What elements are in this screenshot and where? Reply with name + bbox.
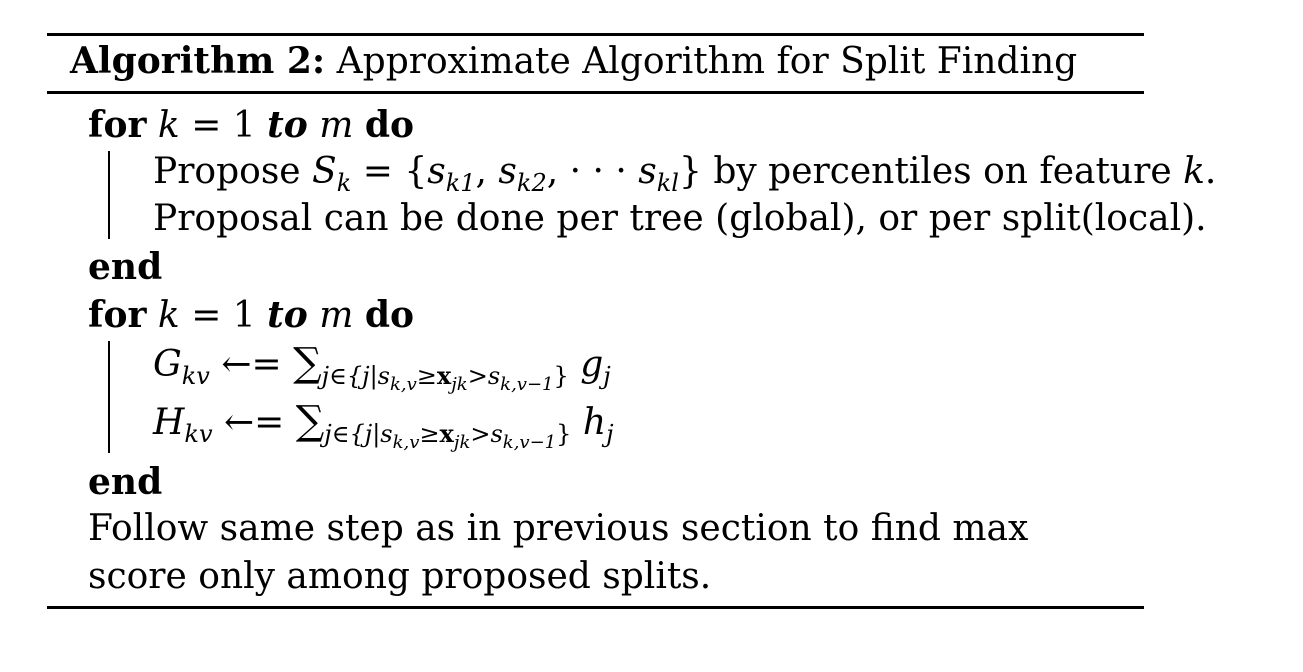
loop-bound: m bbox=[319, 295, 354, 336]
sum-cond-x: x bbox=[439, 419, 454, 449]
sum-cond-d: jk bbox=[451, 373, 468, 395]
loop1-header bbox=[88, 105, 414, 146]
final-line-2: score only among proposed splits. bbox=[88, 556, 712, 597]
sum-cond-d: jk bbox=[453, 431, 471, 453]
h-lhs-subscript: kv bbox=[184, 420, 213, 449]
sum-cond-a: j∈{j|s bbox=[324, 420, 393, 449]
sum-cond-g: } bbox=[556, 420, 572, 449]
set-subscript: k bbox=[336, 169, 352, 198]
do-keyword: do bbox=[364, 104, 415, 146]
h-rhs: h bbox=[582, 402, 607, 443]
header-rule bbox=[47, 91, 1144, 94]
s2-subscript: k2 bbox=[516, 169, 547, 198]
do-keyword: do bbox=[364, 294, 415, 336]
summation-symbol: ∑ bbox=[295, 398, 325, 444]
algorithm-label: Algorithm 2: bbox=[70, 40, 326, 82]
loop-variable: k bbox=[157, 105, 180, 146]
assign-arrow: ←= bbox=[209, 344, 294, 385]
for-keyword: for bbox=[88, 294, 147, 336]
loop-start: = 1 bbox=[179, 105, 268, 146]
g-equation bbox=[153, 340, 611, 395]
top-rule bbox=[47, 33, 1144, 36]
h-lhs: H bbox=[153, 402, 185, 443]
sum-cond-g: } bbox=[553, 362, 569, 391]
sum-cond-f: k,v−1 bbox=[500, 373, 554, 395]
sum-condition bbox=[321, 361, 569, 395]
end-keyword: end bbox=[88, 461, 163, 503]
set-symbol: S bbox=[312, 151, 337, 192]
loop1-body-bar bbox=[108, 151, 110, 239]
h-rhs-subscript: j bbox=[606, 420, 614, 449]
s1-subscript: k1 bbox=[445, 169, 476, 198]
s2-symbol: s bbox=[498, 151, 517, 192]
sum-cond-c: ≥ bbox=[416, 362, 437, 391]
comma: , bbox=[475, 151, 499, 192]
to-keyword: to bbox=[267, 104, 308, 146]
loop-bound: m bbox=[319, 105, 354, 146]
to-keyword: to bbox=[267, 294, 308, 336]
sum-cond-f: k,v−1 bbox=[502, 431, 557, 453]
loop2-body-bar bbox=[108, 341, 110, 453]
sum-cond-x: x bbox=[436, 361, 452, 391]
g-rhs-subscript: j bbox=[603, 362, 611, 391]
period: . bbox=[1204, 151, 1217, 192]
loop-start: = 1 bbox=[179, 295, 268, 336]
final-line-1: Follow same step as in previous section to find max bbox=[88, 508, 1029, 549]
sum-cond-e: >s bbox=[470, 420, 503, 449]
ellipsis: , · · · bbox=[546, 151, 639, 192]
end-keyword: end bbox=[88, 246, 163, 288]
sum-cond-b: k,v bbox=[389, 373, 417, 395]
summation-symbol: ∑ bbox=[293, 340, 322, 386]
sum-cond-a: j∈{j|s bbox=[321, 362, 390, 391]
equals-brace: = { bbox=[351, 151, 428, 192]
sl-symbol: s bbox=[638, 151, 657, 192]
loop-variable: k bbox=[157, 295, 180, 336]
algorithm-name: Approximate Algorithm for Split Finding bbox=[336, 41, 1078, 82]
loop1-line1 bbox=[153, 151, 1217, 198]
loop1-line2: Proposal can be done per tree (global), or per split(local). bbox=[153, 198, 1207, 239]
for-keyword: for bbox=[88, 104, 147, 146]
assign-arrow: ←= bbox=[212, 402, 296, 443]
close-brace: } bbox=[678, 151, 702, 192]
propose-text: Propose bbox=[153, 151, 313, 192]
feature-symbol: k bbox=[1183, 151, 1205, 192]
g-lhs-subscript: kv bbox=[181, 362, 210, 391]
h-equation bbox=[153, 398, 614, 453]
g-rhs: g bbox=[580, 344, 604, 385]
sum-cond-b: k,v bbox=[392, 431, 420, 453]
algorithm-title bbox=[70, 41, 1077, 82]
g-lhs: G bbox=[153, 344, 182, 385]
sum-cond-c: ≥ bbox=[419, 420, 440, 449]
loop2-header bbox=[88, 295, 414, 336]
s1-symbol: s bbox=[427, 151, 446, 192]
bottom-rule bbox=[47, 606, 1144, 609]
sl-subscript: kl bbox=[656, 169, 679, 198]
sum-condition bbox=[324, 419, 572, 453]
percentiles-text: by percentiles on feature bbox=[701, 151, 1184, 192]
sum-cond-e: >s bbox=[467, 362, 501, 391]
